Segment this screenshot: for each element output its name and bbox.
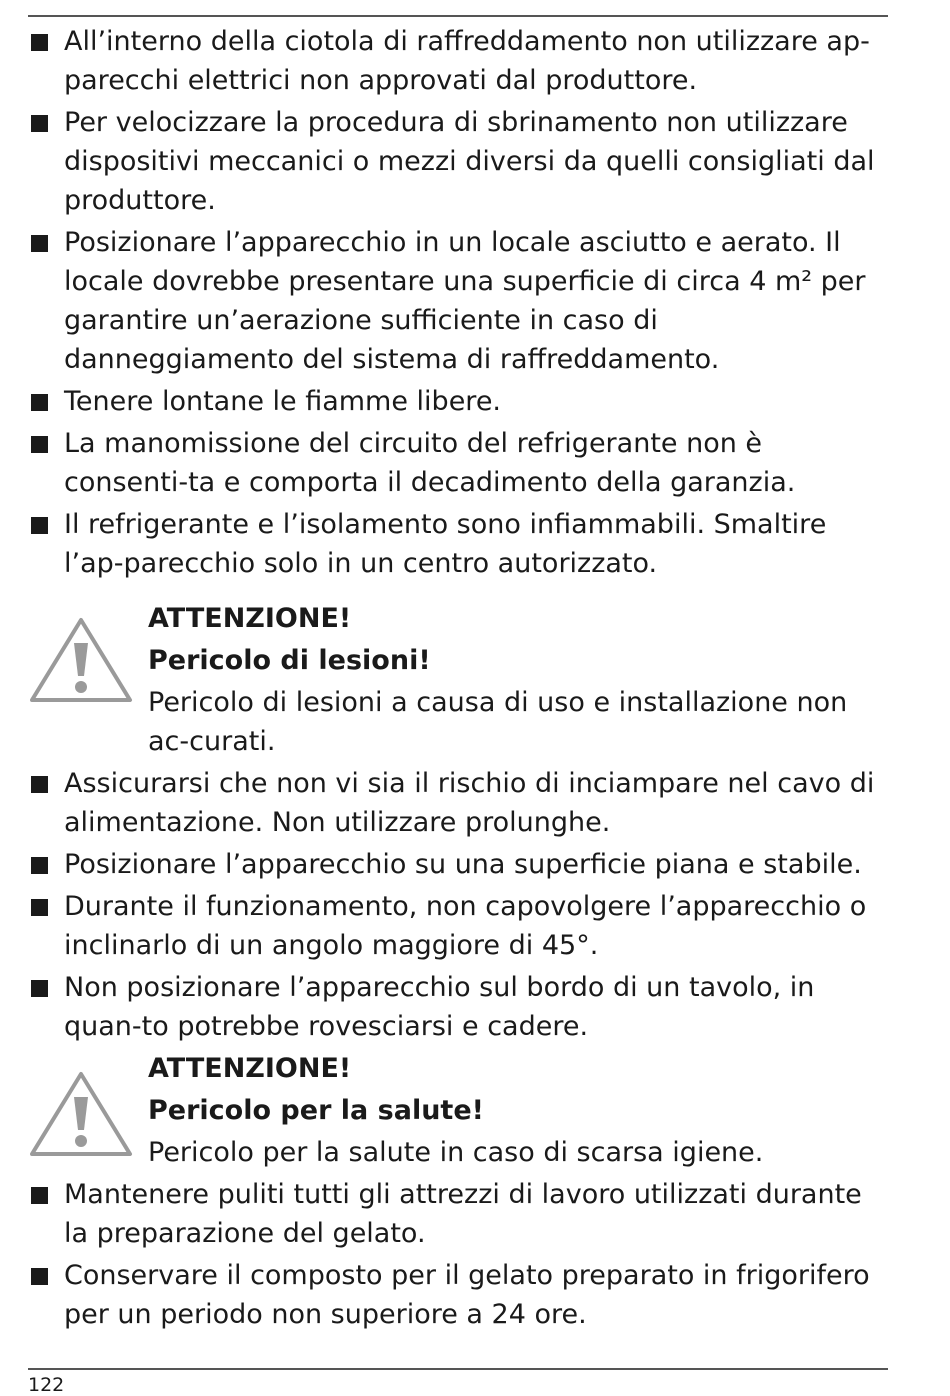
list-item	[28, 1175, 888, 1253]
warning-subtitle: Pericolo per la salute!	[148, 1095, 484, 1126]
page-number: 122	[28, 1374, 65, 1396]
list-item-text: All’interno della ciotola di raffreddamento non utilizzare ap-parecchi elettrici non approvati dal produttore.	[64, 26, 870, 96]
warning-block-injury	[28, 599, 888, 761]
safety-list-2	[28, 764, 888, 1046]
warning-title: ATTENZIONE!	[148, 1053, 352, 1084]
list-item	[28, 1256, 888, 1334]
list-item	[28, 382, 888, 421]
square-bullet-icon	[31, 34, 48, 51]
square-bullet-icon	[31, 1268, 48, 1285]
square-bullet-icon	[31, 115, 48, 132]
list-item	[28, 223, 888, 379]
top-divider	[28, 15, 888, 17]
list-item-text: Posizionare l’apparecchio su una superficie piana e stabile.	[64, 849, 862, 880]
warning-block-health	[28, 1049, 888, 1172]
list-item-text: Posizionare l’apparecchio in un locale asciutto e aerato. Il locale dovrebbe presentare una superficie di circa 4 m² per garantire un’aerazione sufficiente in caso di danneggiamento del sistema di raffreddamento.	[64, 227, 866, 375]
warning-triangle-icon	[28, 615, 134, 705]
warning-text: Pericolo di lesioni a causa di uso e installazione non ac-curati.	[148, 687, 848, 757]
list-item	[28, 764, 888, 842]
list-item-text: Conservare il composto per il gelato preparato in frigorifero per un periodo non superiore a 24 ore.	[64, 1260, 870, 1330]
square-bullet-icon	[31, 235, 48, 252]
bottom-divider	[28, 1368, 888, 1370]
square-bullet-icon	[31, 436, 48, 453]
list-item-text: La manomissione del circuito del refrigerante non è consenti-ta e comporta il decadimento della garanzia.	[64, 428, 796, 498]
warning-triangle-icon	[28, 1069, 134, 1159]
square-bullet-icon	[31, 776, 48, 793]
list-item-text: Il refrigerante e l’isolamento sono infiammabili. Smaltire l’ap-parecchio solo in un centro autorizzato.	[64, 509, 827, 579]
safety-list-3	[28, 1175, 888, 1334]
list-item-text: Mantenere puliti tutti gli attrezzi di lavoro utilizzati durante la preparazione del gelato.	[64, 1179, 862, 1249]
square-bullet-icon	[31, 517, 48, 534]
list-item-text: Tenere lontane le fiamme libere.	[64, 386, 502, 417]
list-item-text: Non posizionare l’apparecchio sul bordo di un tavolo, in quan-to potrebbe rovesciarsi e cadere.	[64, 972, 815, 1042]
square-bullet-icon	[31, 899, 48, 916]
list-item-text: Per velocizzare la procedura di sbrinamento non utilizzare dispositivi meccanici o mezzi diversi da quelli consigliati dal produttore.	[64, 107, 875, 216]
list-item	[28, 887, 888, 965]
safety-list-1	[28, 22, 888, 583]
list-item	[28, 22, 888, 100]
square-bullet-icon	[31, 980, 48, 997]
list-item-text: Durante il funzionamento, non capovolgere l’apparecchio o inclinarlo di un angolo maggiore di 45°.	[64, 891, 867, 961]
list-item	[28, 968, 888, 1046]
list-item	[28, 424, 888, 502]
square-bullet-icon	[31, 394, 48, 411]
square-bullet-icon	[31, 1187, 48, 1204]
square-bullet-icon	[31, 857, 48, 874]
warning-text: Pericolo per la salute in caso di scarsa igiene.	[148, 1137, 764, 1168]
warning-subtitle: Pericolo di lesioni!	[148, 645, 431, 676]
list-item-text: Assicurarsi che non vi sia il rischio di inciampare nel cavo di alimentazione. Non utilizzare prolunghe.	[64, 768, 875, 838]
warning-title: ATTENZIONE!	[148, 603, 352, 634]
list-item	[28, 845, 888, 884]
page-content	[28, 22, 888, 1337]
list-item	[28, 103, 888, 220]
list-item	[28, 505, 888, 583]
